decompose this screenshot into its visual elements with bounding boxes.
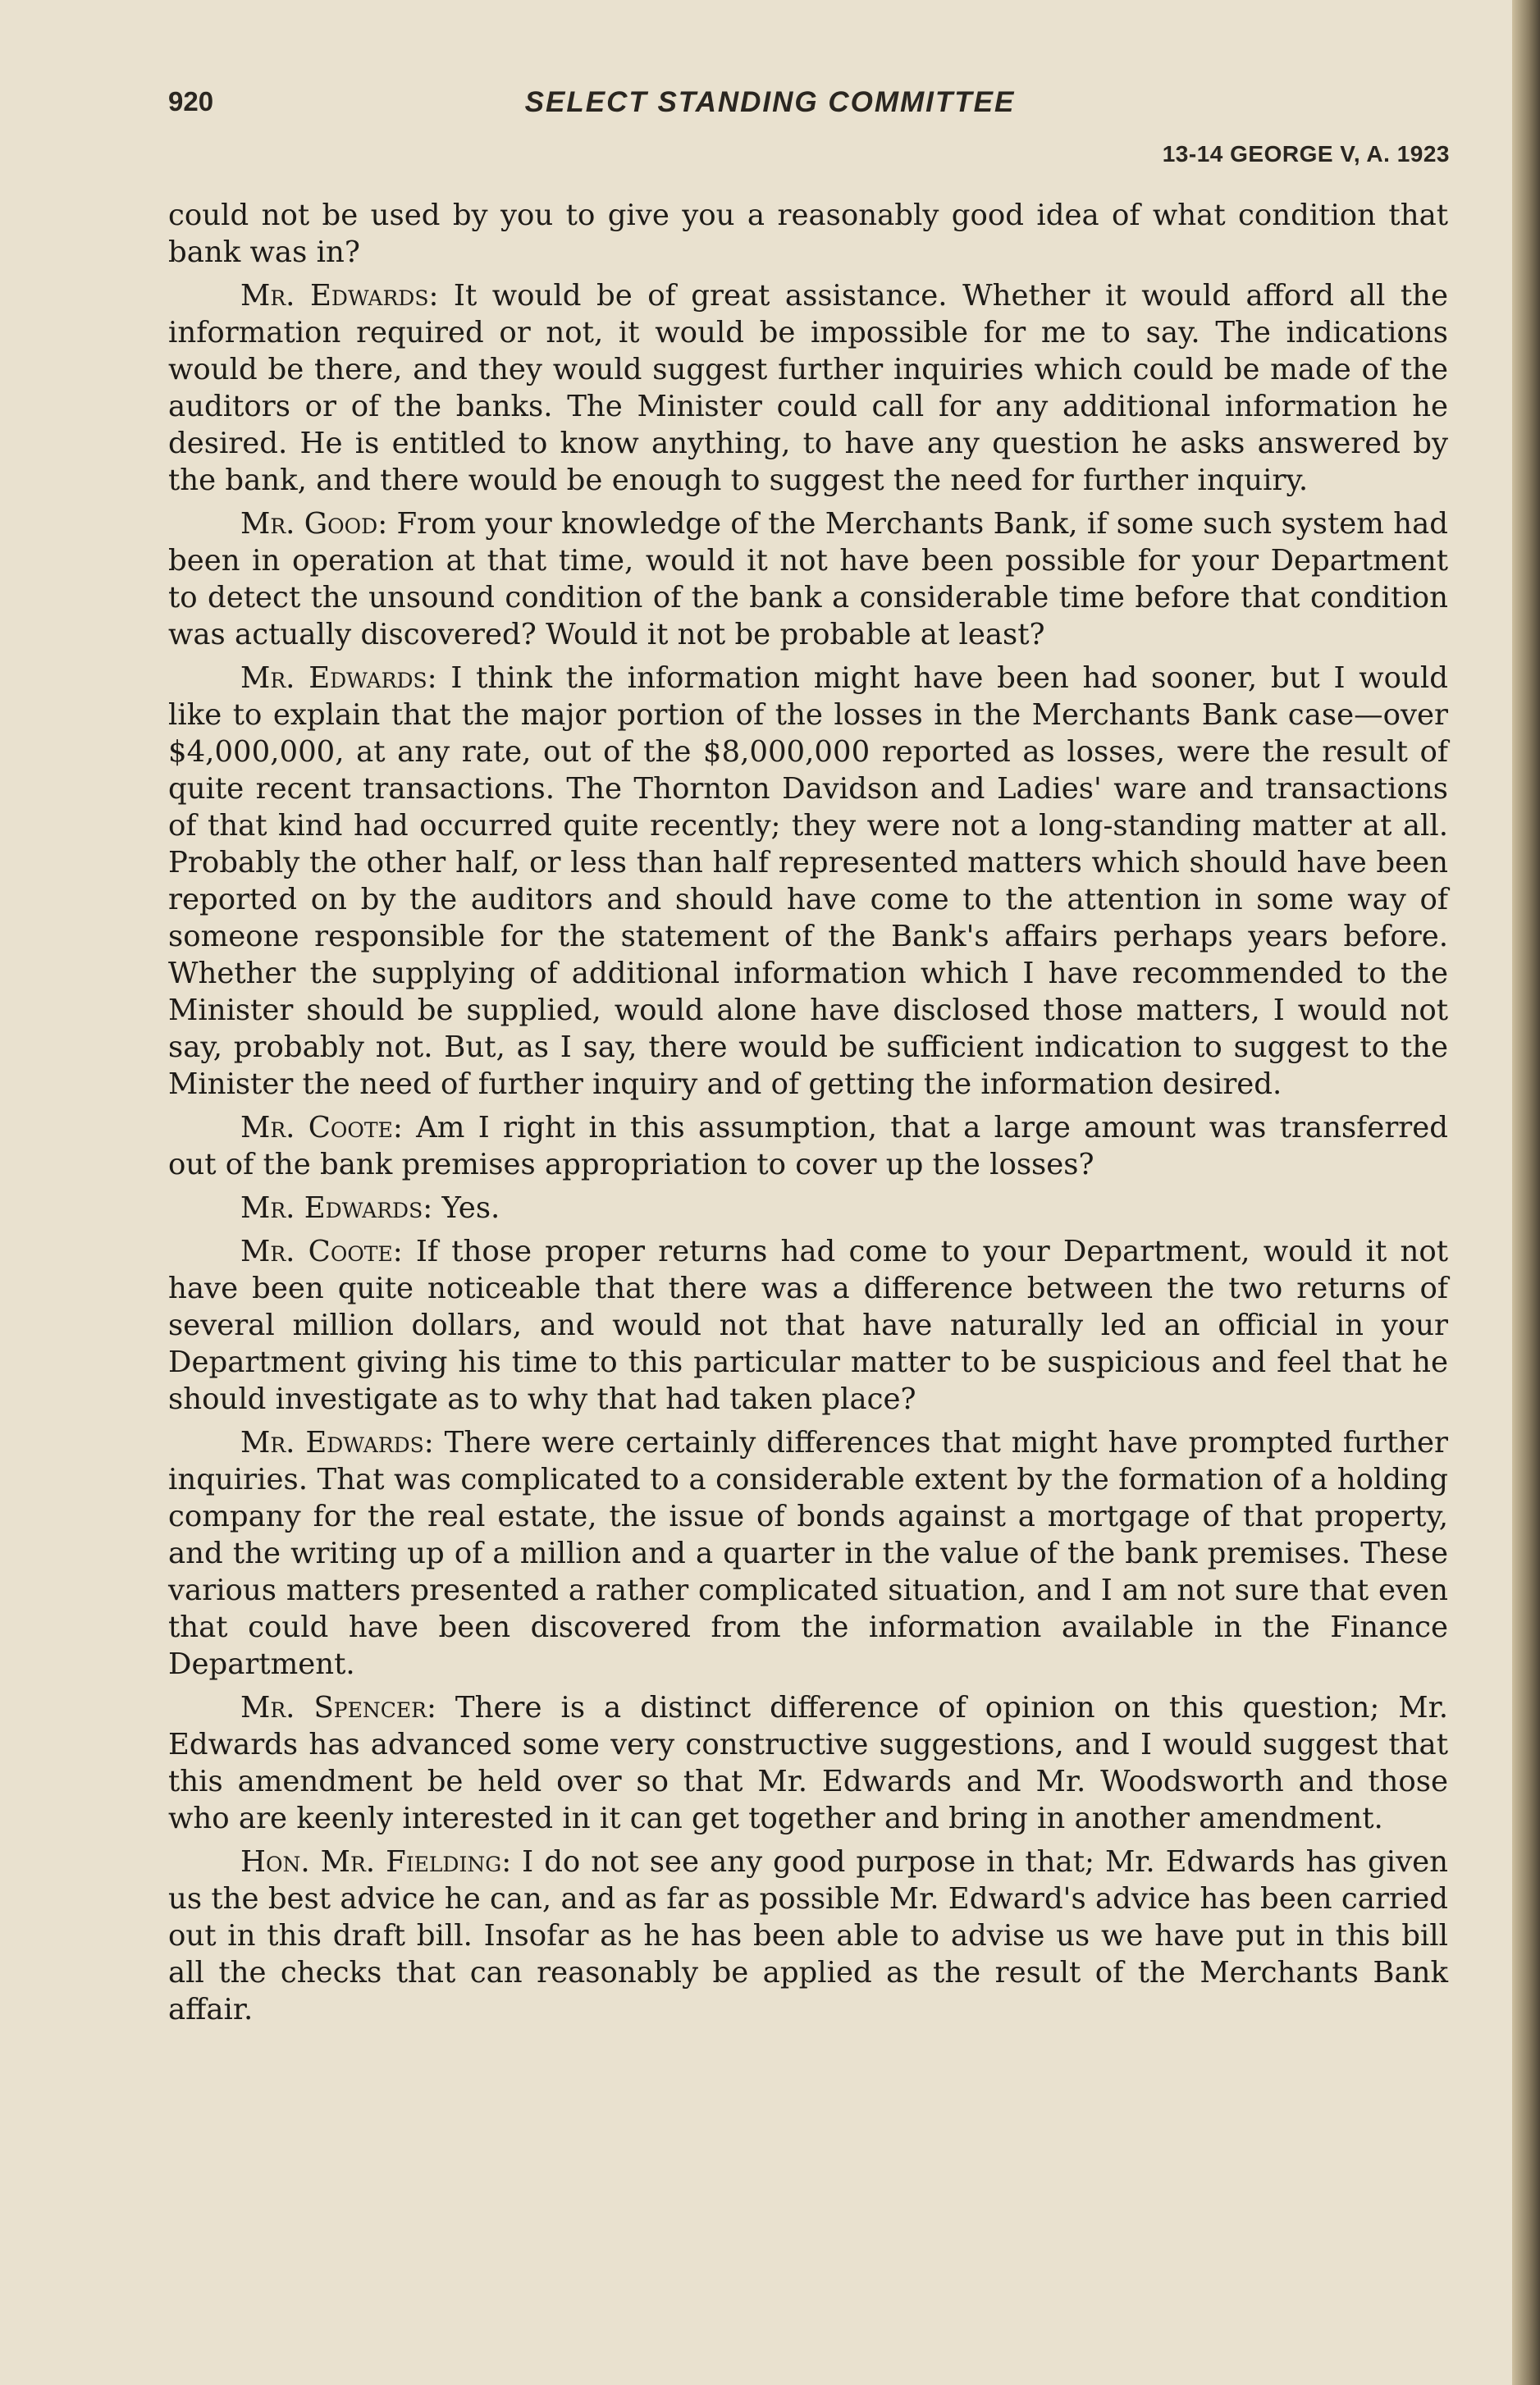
paragraph: Mr. Edwards: It would be of great assistance. Whether it would afford all the information required or not, it would be impossible for me to say. The indications would be there, and they would suggest further inquiries which could be made of the auditors or of the banks. The Minister could call for any additional information he desired. He is entitled to know anything, to have any question he asks answered by the bank, and there would be enough to suggest the need for further inquiry.	[168, 279, 1448, 497]
speaker-name: Mr. Edwards:	[240, 279, 439, 313]
speaker-name: Mr. Coote:	[240, 1235, 403, 1268]
page-edge	[1512, 0, 1540, 2385]
paragraph: could not be used by you to give you a reasonably good idea of what condition that bank was in?	[168, 199, 1448, 269]
paragraph: Mr. Edwards: There were certainly differences that might have prompted further inquiries. That was complicated to a considerable extent by the formation of a holding company for the real estate, the issue of bonds against a mortgage of that property, and the writing up of a million and a quarter in the value of the bank premises. These various matters presented a rather complicated situation, and I am not sure that even that could have been discovered from the information available in the Finance Department.	[168, 1426, 1448, 1681]
session-label: 13-14 GEORGE V, A. 1923	[1162, 141, 1450, 167]
body-text	[168, 197, 1448, 2035]
speaker-name: Hon. Mr. Fielding:	[240, 1845, 512, 1879]
paragraph: Mr. Edwards: I think the information might have been had sooner, but I would like to explain that the major portion of the losses in the Merchants Bank case—over $4,000,000, at any rate, out of the $8,000,000 reported as losses, were the result of quite recent transactions. The Thornton Davidson and Ladies' ware and transactions of that kind had occurred quite recently; they were not a long-standing matter at all. Probably the other half, or less than half represented matters which should have been reported on by the auditors and should have come to the attention in some way of someone responsible for the statement of the Bank's affairs perhaps years before. Whether the supplying of additional information which I have recommended to the Minister should be supplied, would alone have disclosed those matters, I would not say, probably not. But, as I say, there would be sufficient indication to suggest to the Minister the need of further inquiry and of getting the information desired.	[168, 661, 1448, 1101]
paragraph: Hon. Mr. Fielding: I do not see any good purpose in that; Mr. Edwards has given us the best advice he can, and as far as possible Mr. Edward's advice has been carried out in this draft bill. Insofar as he has been able to advise us we have put in this bill all the checks that can reasonably be applied as the result of the Merchants Bank affair.	[168, 1845, 1449, 2026]
paragraph: Mr. Spencer: There is a distinct difference of opinion on this question; Mr. Edwards has advanced some very constructive suggestions, and I would suggest that this amendment be held over so that Mr. Edwards and Mr. Woodsworth and those who are keenly interested in it can get together and bring in another amendment.	[168, 1691, 1448, 1835]
speaker-name: Mr. Spencer:	[240, 1691, 436, 1725]
page-number: 920	[168, 86, 214, 117]
speaker-name: Mr. Coote:	[240, 1111, 403, 1145]
speaker-name: Mr. Edwards:	[240, 1426, 434, 1460]
speaker-name: Mr. Edwards:	[240, 661, 437, 695]
paragraph: Mr. Edwards: Yes.	[240, 1191, 500, 1225]
speaker-name: Mr. Good:	[240, 507, 388, 541]
paragraph: Mr. Coote: If those proper returns had come to your Department, would it not have been quite noticeable that there was a difference between the two returns of several million dollars, and would not that have naturally led an official in your Department giving his time to this particular matter to be suspicious and feel that he should investigate as to why that had taken place?	[168, 1235, 1448, 1416]
paragraph: Mr. Good: From your knowledge of the Merchants Bank, if some such system had been in operation at that time, would it not have been possible for your Department to detect the unsound condition of the bank a considerable time before that condition was actually discovered? Would it not be probable at least?	[168, 507, 1448, 651]
speaker-name: Mr. Edwards:	[240, 1191, 433, 1225]
running-title: SELECT STANDING COMMITTEE	[524, 86, 1016, 118]
paragraph: Mr. Coote: Am I right in this assumption, that a large amount was transferred out of the bank premises appropriation to cover up the losses?	[168, 1111, 1448, 1181]
